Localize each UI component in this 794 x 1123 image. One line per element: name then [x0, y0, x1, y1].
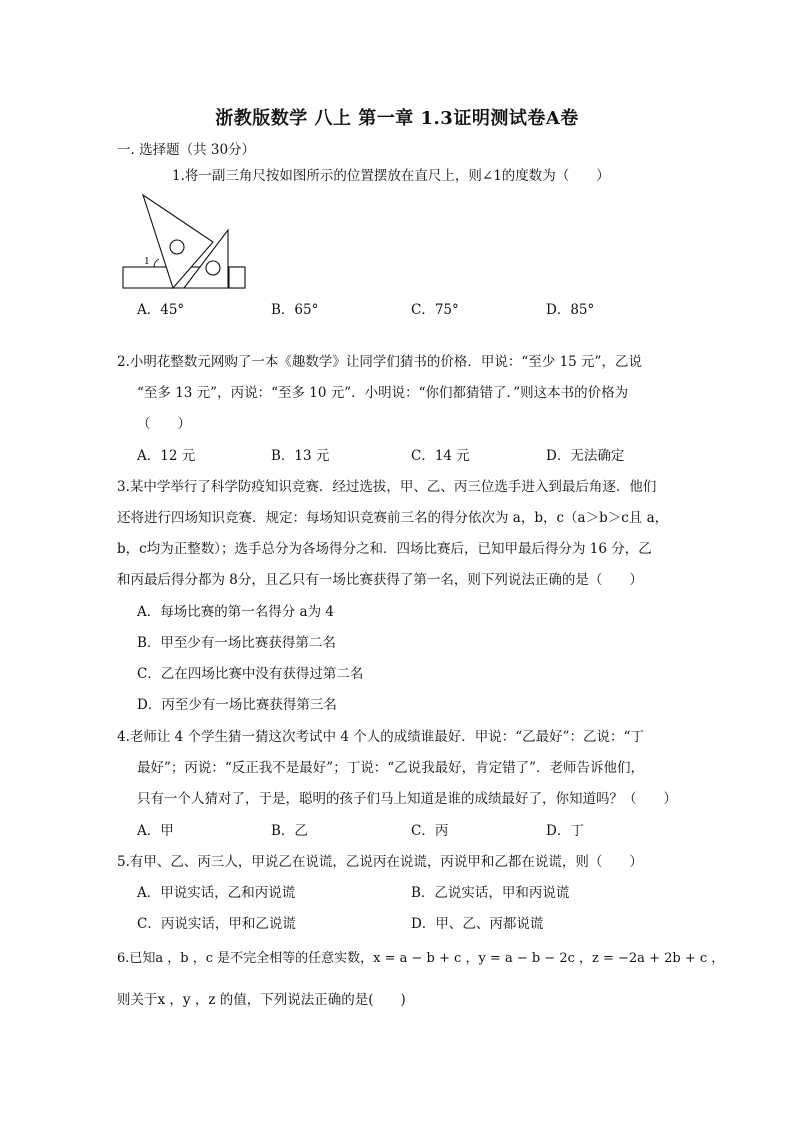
q1-option-b[interactable]: B．65°: [271, 302, 319, 318]
q2-option-a[interactable]: A．12 元: [137, 448, 196, 464]
q2-option-c[interactable]: C．14 元: [411, 448, 470, 464]
page-title: 浙教版数学 八上 第一章 1.3证明测试卷A卷: [215, 108, 579, 129]
q1-stem: 1.将一副三角尺按如图所示的位置摆放在直尺上，则∠1的度数为（ ）: [172, 168, 610, 184]
angle-1-label: 1: [144, 255, 150, 267]
q1-option-c[interactable]: C．75°: [411, 302, 459, 318]
q4-line-1: 4.老师让 4 个学生猜一猜这次考试中 4 个人的成绩谁最好．甲说：“乙最好”：乙说：“丁: [117, 729, 644, 745]
q3-line-1: 3.某中学举行了科学防疫知识竞赛．经过选拔，甲、乙、丙三位选手进入到最后角逐．他们: [117, 479, 657, 495]
q3-option-d[interactable]: D．丙至少有一场比赛获得第三名: [137, 697, 337, 713]
q3-line-3: b，c均为正整数）；选手总分为各场得分之和．四场比赛后，已知甲最后得分为 16 分，乙: [117, 541, 652, 557]
q2-option-d[interactable]: D．无法确定: [546, 448, 625, 464]
q5-option-a[interactable]: A．甲说实话，乙和丙说谎: [137, 885, 296, 901]
q3-option-b[interactable]: B．甲至少有一场比赛获得第二名: [137, 635, 336, 651]
q1-option-d[interactable]: D．85°: [546, 302, 595, 318]
q4-option-c[interactable]: C．丙: [411, 823, 449, 839]
q4-option-b[interactable]: B．乙: [271, 823, 308, 839]
q6-line-2: 则关于x ，y ，z 的值，下列说法正确的是( ): [117, 992, 406, 1008]
q2-line-2: “至多 13 元”，丙说：“至多 10 元”．小明说：“你们都猜错了．”则这本书的价格为: [137, 385, 629, 401]
q4-line-3: 只有一个人猜对了，于是，聪明的孩子们马上知道是谁的成绩最好了，你知道吗？（ ）: [137, 791, 677, 807]
q5-option-b[interactable]: B．乙说实话，甲和丙说谎: [411, 885, 570, 901]
q4-option-a[interactable]: A．甲: [137, 823, 174, 839]
section-heading: 一. 选择题（共 30分）: [117, 142, 256, 158]
q2-option-b[interactable]: B．13 元: [271, 448, 330, 464]
q1-option-a[interactable]: A．45°: [137, 302, 185, 318]
q3-option-c[interactable]: C．乙在四场比赛中没有获得过第二名: [137, 666, 364, 682]
q3-line-4: 和丙最后得分都为 8分，且乙只有一场比赛获得了第一名，则下列说法正确的是（ ）: [117, 572, 643, 588]
small-triangle-hole: [206, 261, 220, 275]
q2-line-3: （ ）: [137, 416, 191, 432]
q1-figure-triangles-ruler: [118, 190, 253, 292]
q2-line-1: 2.小明花整数元网购了一本《趣数学》让同学们猜书的价格．甲说：“至少 15 元”，乙说: [117, 354, 642, 370]
q6-line-1: 6.已知a ，b ，c 是不完全相等的任意实数，x = a − b + c ，y = a − b − 2c ，z = −2a + 2b + c ，: [117, 951, 725, 966]
q3-line-2: 还将进行四场知识竞赛．规定：每场知识竞赛前三名的得分依次为 a，b，c（a＞b＞c且 a，: [117, 510, 669, 526]
q4-option-d[interactable]: D．丁: [546, 823, 584, 839]
q5-option-c[interactable]: C．丙说实话，甲和乙说谎: [137, 916, 296, 932]
q4-line-2: 最好”；丙说：“反正我不是最好”；丁说：“乙说我最好，肯定错了”．老师告诉他们，: [137, 760, 645, 776]
q5-stem: 5.有甲、乙、丙三人，甲说乙在说谎，乙说丙在说谎，丙说甲和乙都在说谎，则（ ）: [117, 854, 643, 870]
q5-option-d[interactable]: D．甲、乙、丙都说谎: [411, 916, 544, 932]
q3-option-a[interactable]: A．每场比赛的第一名得分 a为 4: [137, 604, 334, 620]
large-triangle-hole: [170, 240, 184, 254]
